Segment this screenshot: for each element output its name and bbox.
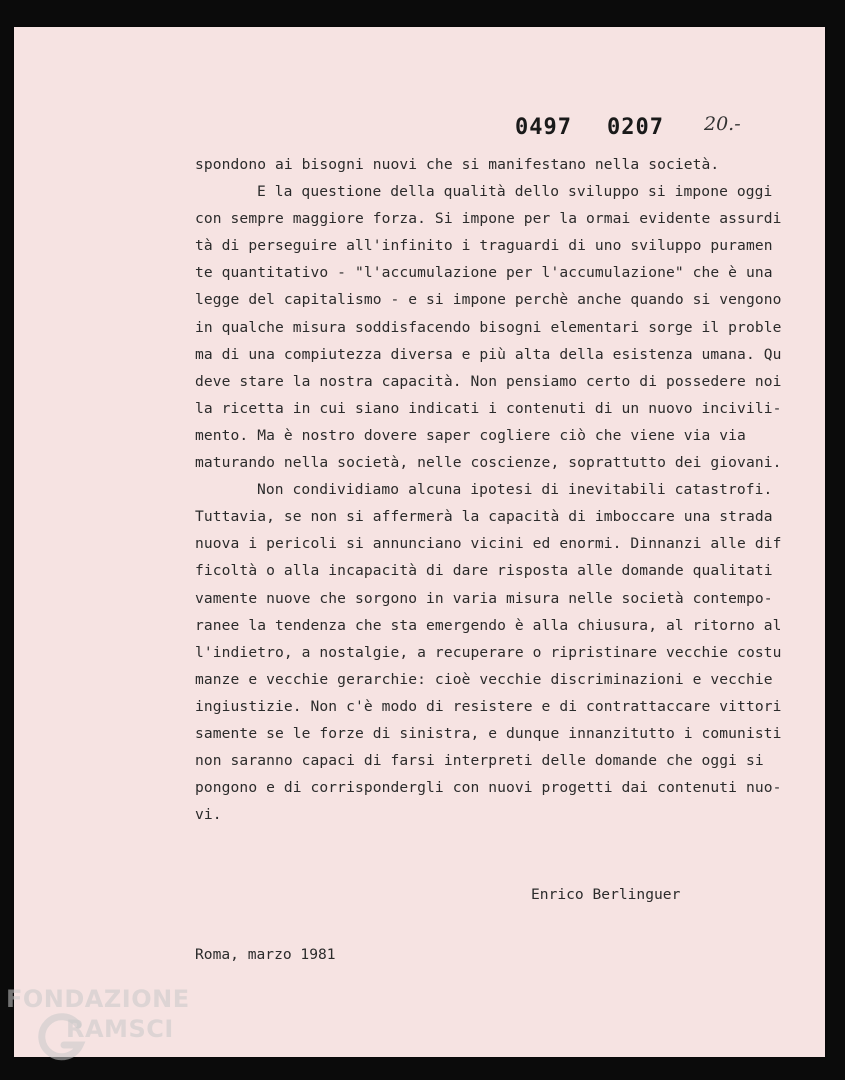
handwritten-page-number: 20.- [704, 113, 741, 135]
text-line: tà di perseguire all'infinito i traguardi di uno sviluppo puramen [195, 237, 773, 255]
text-line: mento. Ma è nostro dovere saper cogliere ciò che viene via via [195, 426, 746, 444]
text-line: deve stare la nostra capacità. Non pensiamo certo di possedere noi [195, 372, 782, 390]
text-line: Non condividiamo alcuna ipotesi di inevitabili catastrofi. [257, 481, 773, 499]
text-line: vi. [195, 806, 222, 824]
text-line: samente se le forze di sinistra, e dunque innanzitutto i comunisti [195, 724, 782, 742]
text-line: ranee la tendenza che sta emergendo è alla chiusura, al ritorno al [195, 616, 782, 634]
text-line: ma di una compiutezza diversa e più alta della esistenza umana. Qu [195, 345, 782, 363]
text-line: spondono ai bisogni nuovi che si manifestano nella società. [195, 156, 720, 173]
watermark-line-1: FONDAZIONE [6, 985, 190, 1013]
text-line: manze e vecchie gerarchie: cioè vecchie discriminazioni e vecchie [195, 670, 773, 688]
text-line: Tuttavia, se non si affermerà la capacità di imboccare una strada [195, 508, 773, 526]
text-line: vamente nuove che sorgono in varia misura nelle società contempo- [195, 589, 773, 607]
text-line: pongono e di corrispondergli con nuovi progetti dai contenuti nuo- [195, 779, 782, 797]
text-line: E la questione della qualità dello sviluppo si impone oggi [257, 183, 773, 201]
text-line: con sempre maggiore forza. Si impone per la ormai evidente assurdi [195, 210, 782, 228]
archive-stamp-number-2: 0207 [607, 115, 664, 140]
watermark-line-2: RAMSCI [66, 1015, 174, 1043]
archive-stamp-number-1: 0497 [515, 115, 572, 140]
text-line: nuova i pericoli si annunciano vicini ed enormi. Dinnanzi alle dif [195, 535, 782, 553]
text-line: non saranno capaci di farsi interpreti delle domande che oggi si [195, 752, 764, 770]
fondazione-gramsci-watermark [2, 985, 217, 1075]
place-date: Roma, marzo 1981 [195, 946, 336, 963]
text-line: la ricetta in cui siano indicati i contenuti di un nuovo incivili- [195, 399, 782, 417]
text-line: ficoltà o alla incapacità di dare risposta alle domande qualitati [195, 562, 773, 580]
signature: Enrico Berlinguer [531, 886, 681, 903]
text-line: maturando nella società, nelle coscienze, soprattutto dei giovani. [195, 454, 782, 472]
text-line: legge del capitalismo - e si impone perchè anche quando si vengono [195, 291, 782, 309]
text-line: te quantitativo - "l'accumulazione per l'accumulazione" che è una [195, 264, 773, 282]
text-line: l'indietro, a nostalgie, a recuperare o ripristinare vecchie costu [195, 643, 782, 661]
document-page [14, 27, 825, 1057]
body-text [195, 151, 825, 828]
text-line: ingiustizie. Non c'è modo di resistere e di contrattaccare vittori [195, 697, 782, 715]
text-line: in qualche misura soddisfacendo bisogni elementari sorge il proble [195, 318, 782, 336]
